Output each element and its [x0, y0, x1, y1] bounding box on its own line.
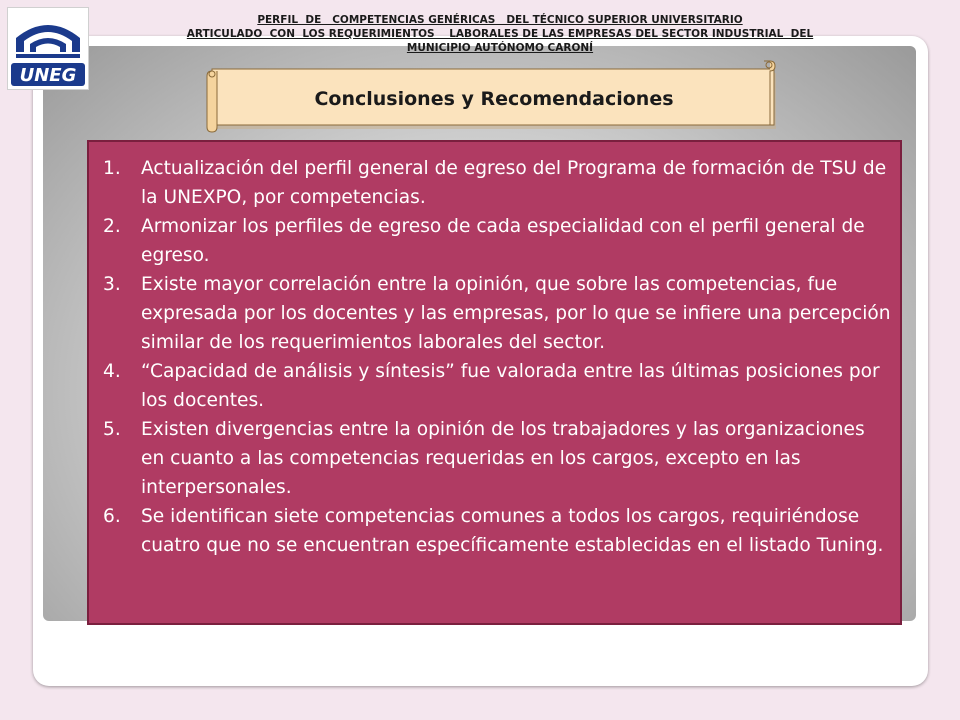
list-item-number: 1. — [103, 158, 121, 179]
list-item-text: Actualización del perfil general de egreso del Programa de formación de TSU de la UNEXPO, por competencias. — [141, 158, 887, 208]
logo-wordmark: UNEG — [19, 65, 77, 86]
list-item — [103, 212, 893, 270]
conclusions-box — [87, 140, 902, 625]
list-item — [103, 270, 893, 357]
list-item-number: 3. — [103, 274, 121, 295]
uneg-logo — [7, 7, 89, 90]
document-header: PERFIL DE COMPETENCIAS GENÉRICAS DEL TÉCNICO SUPERIOR UNIVERSITARIO ARTICULADO CON LOS REQUERIMIENTOS LABORALES DE LAS EMPRESAS DEL SECTOR INDUSTRIAL DEL MUNICIPIO AUTÓNOMO CARONÍ — [186, 14, 814, 54]
list-item — [103, 357, 893, 415]
list-item — [103, 415, 893, 502]
conclusions-list — [103, 154, 893, 560]
section-title: Conclusiones y Recomendaciones — [314, 88, 674, 110]
list-item-text: Existe mayor correlación entre la opinión, que sobre las competencias, fue expresada por los docentes y las empresas, por lo que se infiere una percepción similar de los requerimientos laborales del sector. — [141, 274, 891, 353]
title-scroll-banner — [204, 58, 778, 136]
list-item — [103, 502, 893, 560]
list-item-number: 4. — [103, 361, 121, 382]
list-item — [103, 154, 893, 212]
list-item-number: 6. — [103, 506, 121, 527]
list-item-text: Existen divergencias entre la opinión de los trabajadores y las organizaciones en cuanto a las competencias requeridas en los cargos, excepto en las interpersonales. — [141, 419, 865, 498]
list-item-text: Armonizar los perfiles de egreso de cada especialidad con el perfil general de egreso. — [141, 216, 865, 266]
list-item-text: “Capacidad de análisis y síntesis” fue valorada entre las últimas posiciones por los docentes. — [141, 361, 880, 411]
list-item-number: 2. — [103, 216, 121, 237]
list-item-number: 5. — [103, 419, 121, 440]
list-item-text: Se identifican siete competencias comunes a todos los cargos, requiriéndose cuatro que no se encuentran específicamente establecidas en el listado Tuning. — [141, 506, 884, 556]
